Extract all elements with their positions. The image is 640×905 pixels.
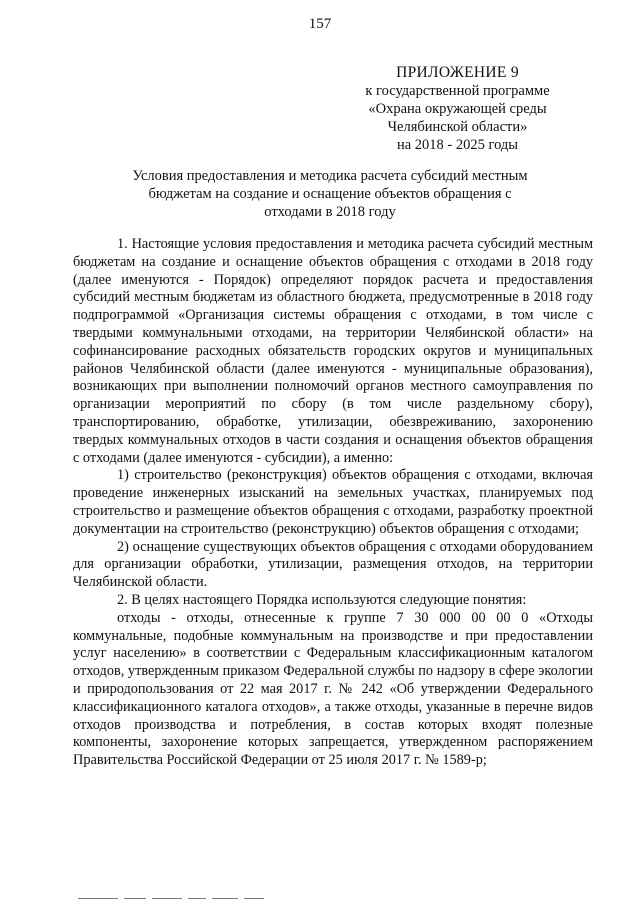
appendix-title: ПРИЛОЖЕНИЕ 9 [396,64,519,81]
paragraph-1: 1. Настоящие условия предоставления и методика расчета субсидий местным бюджетам на создание и оснащение объектов обращения с отходами в 2018 году (далее именуются - Порядок) определяют порядок расчета и предоставления субсидий местным бюджетам из областного бюджета, предусмотренные в 2018 году подпрограммой «Организация системы обращения с отходами, в том числе с твердыми коммунальными отходами, на территории Челябинской области» на софинансирование расходных обязательств городских округов и муниципальных районов Челябинской области (далее именуются - муниципальные образования), возникающих при выполнении полномочий органов местного самоуправления по организации мероприятий по сбору (в том числе раздельному сбору), транспортированию, обработке, утилизации, обезвреживанию, захоронению твердых коммунальных отходов в части создания и оснащения объектов обращения с отходами (далее именуются - субсидии), а именно: [73,236,593,466]
appendix-line: к государственной программе [365,83,550,99]
appendix-line: «Охрана окружающей среды [368,101,547,117]
paragraph-1-item-2: 2) оснащение существующих объектов обращения с отходами оборудованием для организации обработки, утилизации, размещения отходов, на территории Челябинской области. [73,538,593,591]
appendix-header [350,64,565,154]
document-title: Условия предоставления и методика расчета субсидий местным бюджетам на создание и оснащение объектов обращения с отходами в 2018 году [132,168,528,220]
document-body [73,236,593,770]
paragraph-1-item-1: 1) строительство (реконструкция) объектов обращения с отходами, включая проведение инженерных изысканий на земельных участках, планируемых под строительство и размещение объектов обращения с отходами, разработку проектной документации на строительство (реконструкцию) объектов обращения с отходами; [73,467,593,537]
paragraph-2: 2. В целях настоящего Порядка используются следующие понятия: [117,591,527,608]
appendix-line: на 2018 - 2025 годы [396,137,519,153]
definition-waste: отходы - отходы, отнесенные к группе 7 30 000 00 00 0 «Отходы коммунальные, подобные коммунальным на производстве и при предоставлении услуг населению» в соответствии с Федеральным классификационным каталогом отходов, утвержденным приказом Федеральной службы по надзору в сфере экологии и природопользования от 22 мая 2017 г. № 242 «Об утверждении Федерального классификационного каталога отходов», а также отходы, указанные в перечне видов отходов производства и потребления, в состав которых входят полезные компоненты, захоронение которых запрещается, утвержденном распоряжением Правительства Российской Федерации от 25 июля 2017 г. № 1589-р; [73,609,593,769]
page-number: 157 [308,16,332,32]
appendix-line: Челябинской области» [387,119,528,135]
footer-scan-marks [78,898,288,900]
